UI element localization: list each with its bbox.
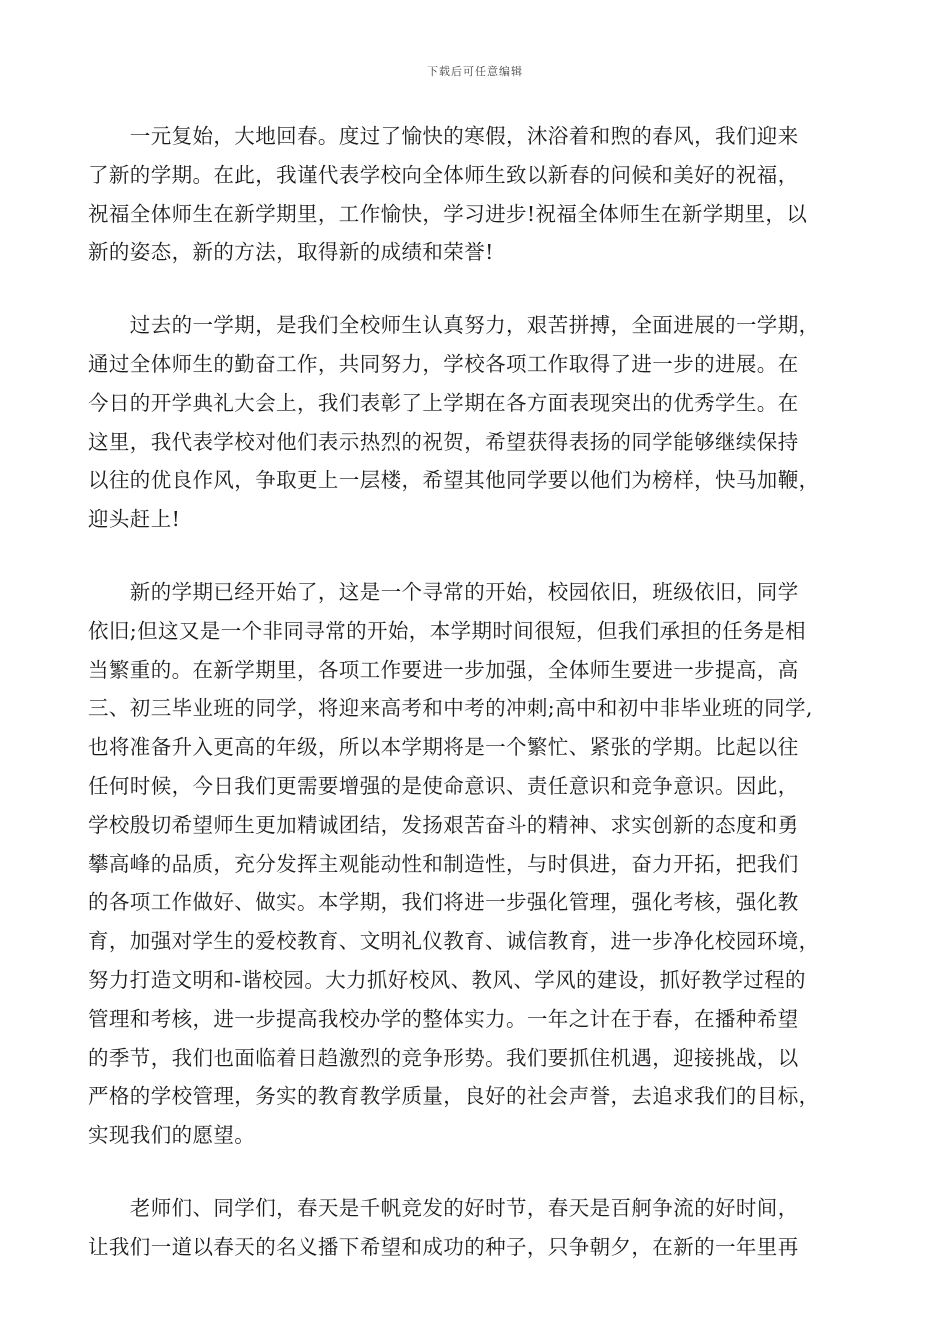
- paragraph-2: [88, 306, 868, 539]
- text-line: 努力打造文明和-谐校园。大力抓好校风、教风、学风的建设，抓好教学过程的: [88, 967, 806, 992]
- text-line: 新的姿态，新的方法，取得新的成绩和荣誉!: [88, 240, 494, 265]
- text-line: 依旧;但这又是一个非同寻常的开始，本学期时间很短，但我们承担的任务是相: [88, 618, 806, 643]
- text-line: 老师们、同学们，春天是千帆竞发的好时节，春天是百舸争流的好时间，: [88, 1195, 799, 1220]
- text-line: 一元复始，大地回春。度过了愉快的寒假，沐浴着和煦的春风，我们迎来: [88, 124, 799, 148]
- text-line: 也将准备升入更高的年级，所以本学期将是一个繁忙、紧张的学期。比起以往: [88, 735, 799, 760]
- text-line: 严格的学校管理，务实的教育教学质量，良好的社会声誉，去追求我们的目标，: [88, 1084, 820, 1109]
- text-line: 管理和考核，进一步提高我校办学的整体实力。一年之计在于春，在播种希望: [88, 1006, 799, 1031]
- document-body: [88, 117, 868, 1301]
- text-line: 实现我们的愿望。: [88, 1123, 256, 1148]
- text-line: 今日的开学典礼大会上，我们表彰了上学期在各方面表现突出的优秀学生。在: [88, 390, 799, 415]
- paragraph-1: [88, 117, 868, 272]
- page-header: 下载后可任意编辑: [427, 65, 523, 78]
- text-line: 通过全体师生的勤奋工作，共同努力，学校各项工作取得了进一步的进展。在: [88, 351, 799, 376]
- text-line: 任何时候，今日我们更需要增强的是使命意识、责任意识和竞争意识。因此，: [88, 773, 799, 798]
- text-line: 祝福全体师生在新学期里，工作愉快，学习进步!祝福全体师生在新学期里，以: [88, 201, 808, 226]
- text-line: 育，加强对学生的爱校教育、文明礼仪教育、诚信教育，进一步净化校园环境，: [88, 929, 820, 954]
- paragraph-3: [88, 573, 868, 1155]
- text-line: 三、初三毕业班的同学，将迎来高考和中考的冲刺;高中和初中非毕业班的同学,: [88, 696, 813, 721]
- paragraph-4: [88, 1189, 868, 1267]
- text-line: 攀高峰的品质，充分发挥主观能动性和制造性，与时俱进，奋力开拓，把我们: [88, 851, 799, 876]
- text-line: 新的学期已经开始了，这是一个寻常的开始，校园依旧，班级依旧，同学: [88, 579, 799, 604]
- text-line: 的季节，我们也面临着日趋激烈的竞争形势。我们要抓住机遇，迎接挑战，以: [88, 1045, 799, 1070]
- text-line: 了新的学期。在此，我谨代表学校向全体师生致以新春的问候和美好的祝福，: [88, 162, 799, 187]
- text-line: 的各项工作做好、做实。本学期，我们将进一步强化管理，强化考核，强化教: [88, 890, 799, 915]
- text-line: 过去的一学期，是我们全校师生认真努力，艰苦拼搏，全面进展的一学期，: [88, 313, 820, 338]
- text-line: 迎头赶上!: [88, 507, 181, 532]
- text-line: 当繁重的。在新学期里，各项工作要进一步加强，全体师生要进一步提高，高: [88, 657, 799, 682]
- text-line: 学校殷切希望师生更加精诚团结，发扬艰苦奋斗的精神、求实创新的态度和勇: [88, 812, 799, 837]
- text-line: 以往的优良作风，争取更上一层楼，希望其他同学要以他们为榜样，快马加鞭，: [88, 468, 820, 493]
- text-line: 让我们一道以春天的名义播下希望和成功的种子，只争朝夕，在新的一年里再: [88, 1234, 799, 1259]
- text-line: 这里，我代表学校对他们表示热烈的祝贺，希望获得表扬的同学能够继续保持: [88, 429, 799, 454]
